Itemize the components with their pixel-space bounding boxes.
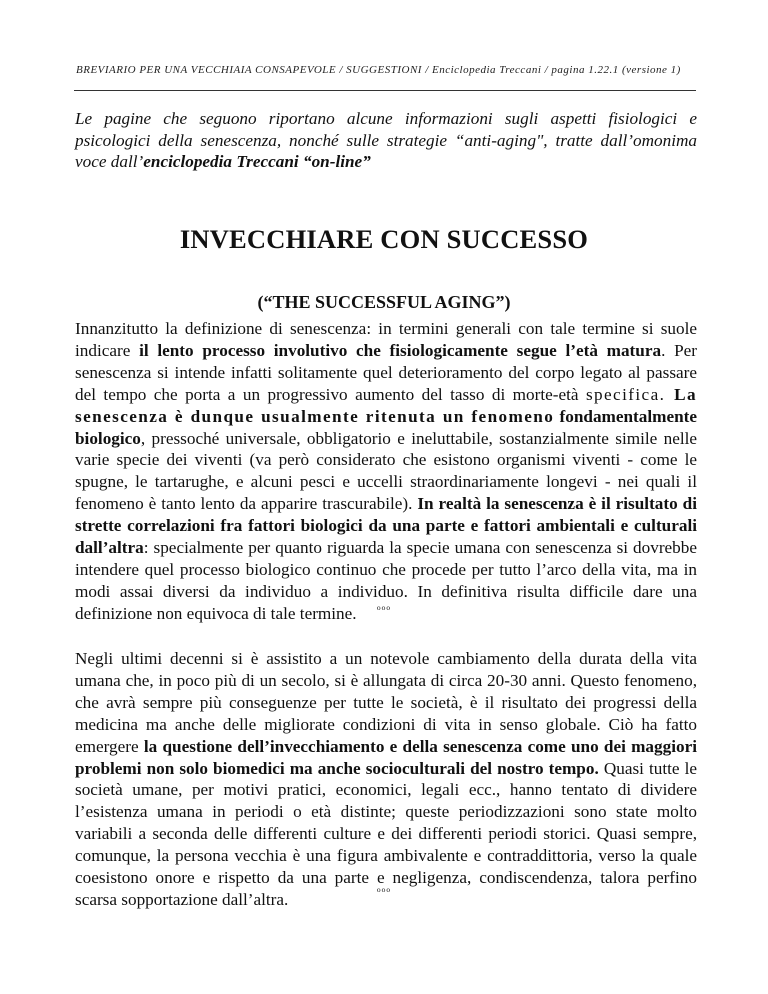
p1-bold-3: In realtà la senescenza è il risultato di strette correlazioni fra fattori biologici da una parte e fattori ambientali e culturali dall’altra xyxy=(75,494,697,558)
page-subtitle: (“THE SUCCESSFUL AGING”) xyxy=(257,292,511,312)
p1-text-4: : specialmente per quanto riguarda la specie umana con senescenza si dovrebbe intendere quel processo biologico continuo che procede per tutto l’arco della vita, ma in modi assai diversi da individuo a individuo. In definitiva risulta difficile dare una definizione non equivoca di tale termine. xyxy=(75,538,697,623)
p1-text-1: Innanzitutto la definizione di senescenza: in termini generali con tale termine si suole indicare xyxy=(75,319,697,360)
p1-text-2-spaced: specifica. xyxy=(585,384,675,404)
section-separator: ººº xyxy=(376,604,392,618)
p2-text-2: Quasi tutte le società umane, per motivi pratici, economici, legali ecc., hanno tentato di dividere l’esistenza umana in periodi o età distinte; queste periodizzazioni sono state molto variabili a seconda delle differenti culture e dei differenti periodi storici. Quasi sempre, comunque, la persona vecchia è una figura ambivalente e contraddittoria, verso la quale coesistono onore e rispetto da una parte e negligenza, condiscendenza, talora perfino scarsa sopportazione dall’altra. xyxy=(75,758,697,909)
p2-bold-1: la questione dell’invecchiamento e della senescenza come uno dei maggiori problemi non solo biomedici ma anche socioculturali del nostro tempo. xyxy=(75,736,697,778)
page-title: INVECCHIARE CON SUCCESSO xyxy=(179,224,589,254)
p1-bold-2-spaced: La senescenza è dunque usualmente ritenuta un fenomeno xyxy=(75,384,697,426)
intro-note xyxy=(75,108,697,173)
header-rule xyxy=(74,90,696,91)
p1-text-2: . Per senescenza si intende infatti solitamente quel deterioramento del corpo legato al passare del tempo che porta a un progressivo aumento del tasso di morte-età xyxy=(75,340,697,404)
p1-text-3: , pressoché universale, obbligatorio e ineluttabile, sostanzialmente simile nelle varie specie dei viventi (va però considerato che esistono organismi viventi - come le spugne, le tartarughe, e alcuni pesci e uccelli straordinariamente longevi - nei quali il fenomeno è tanto lento da apparire trascurabile). xyxy=(75,428,697,514)
intro-text: Le pagine che seguono riportano alcune informazioni sugli aspetti fisiologici e psicologici della senescenza, nonché sulle strategie “anti-aging", tratte dall’omonima voce dall’ xyxy=(75,109,697,171)
paragraph-longevity xyxy=(75,648,697,911)
running-header: BREVIARIO PER UNA VECCHIAIA CONSAPEVOLE / SUGGESTIONI / Enciclopedia Treccani / pagina 1.22.1 (versione 1) xyxy=(76,64,681,76)
intro-source: enciclopedia Treccani “on-line” xyxy=(143,152,371,171)
section-separator: ººº xyxy=(376,886,392,900)
p2-text-1: Negli ultimi decenni si è assistito a un notevole cambiamento della durata della vita umana che, in poco più di un secolo, si è allungata di circa 20-30 anni. Questo fenomeno, che avrà sempre più conseguenze per tutte le società, è il risultato dei progressi della medicina ma anche delle migliorate condizioni di vita in senso globale. Ciò ha fatto emergere xyxy=(75,649,697,756)
paragraph-definition xyxy=(75,318,697,625)
p1-bold-2: fondamentalmente biologico xyxy=(75,406,698,448)
p1-bold-1: il lento processo involutivo che fisiologicamente segue l’età matura xyxy=(139,340,662,360)
